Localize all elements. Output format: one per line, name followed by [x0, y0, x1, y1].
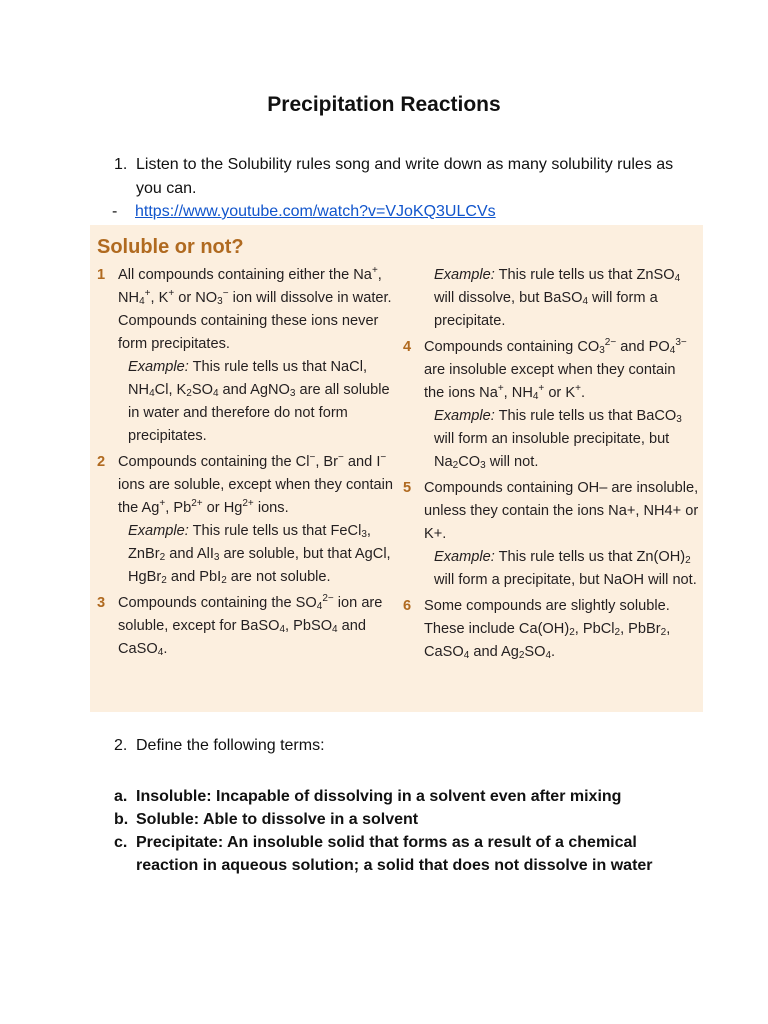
definition-item — [114, 785, 694, 808]
question-2-number: 2. — [114, 737, 128, 754]
rule-5-example: Example: This rule tells us that $Zn(OH)_2$ will form a precipitate, but NaOH will not. — [434, 549, 697, 588]
rule-number: 4 — [403, 339, 412, 355]
definition-item — [114, 808, 694, 831]
solubility-rules-panel — [90, 225, 703, 712]
rule-number: 3 — [97, 595, 106, 611]
question-1-number: 1. — [114, 156, 128, 173]
bullet-dash: - — [112, 203, 118, 220]
definitions-list — [114, 785, 694, 877]
question-1-text: Listen to the Solubility rules song and write down as many solubility rules as you can. — [136, 156, 674, 197]
rule-2-text: Compounds containing the Cl−, Br− and I− ions are soluble, except when they contain the Ag+, $Pb^{2+}$ or $Hg^{2+}$ ions. — [118, 452, 394, 516]
rules-column-right — [403, 264, 699, 664]
definition-letter: b. — [114, 811, 129, 828]
rule-6-text: Some compounds are slightly soluble. These include $Ca(OH)_2$, PbCl$_2$, PbBr$_2$, CaSO$_4$ and $Ag_2SO_4$. — [424, 598, 671, 661]
page-title: Precipitation Reactions — [267, 93, 501, 116]
definition-letter: a. — [114, 788, 128, 805]
panel-title: Soluble or not? — [97, 236, 244, 258]
rule-2 — [97, 451, 397, 589]
rule-number: 6 — [403, 598, 412, 614]
rule-5-text: Compounds containing OH– are insoluble, unless they contain the ions Na+, NH4+ or K+. — [424, 480, 699, 542]
rule-number: 5 — [403, 480, 412, 496]
definition-text: Insoluble: Incapable of dissolving in a solvent even after mixing — [136, 788, 622, 805]
rule-1 — [97, 264, 397, 448]
question-2 — [114, 737, 325, 755]
rule-1-text: All compounds containing either the Na+, $NH_4^+$, K+ or $NO_3^-$ ion will dissolve in water. Compounds containing these ions never form precipitates. — [118, 265, 392, 352]
youtube-link[interactable]: https://www.youtube.com/watch?v=VJoKQ3ULCVs — [135, 203, 496, 220]
definition-letter: c. — [114, 834, 128, 851]
rule-2-example: Example: This rule tells us that FeCl$_3$, ZnBr$_2$ and AlI$_3$ are soluble, but that AgCl, HgBr$_2$ and PbI$_2$ are not soluble. — [128, 523, 391, 586]
definition-text: Precipitate: An insoluble solid that forms as a result of a chemical reaction in aqueous solution; a solid that does not dissolve in water — [136, 834, 653, 874]
rules-column-left — [97, 264, 397, 661]
rule-number: 1 — [97, 267, 106, 283]
definition-item — [114, 831, 694, 877]
rule-3-text: Compounds containing the $SO_4^{2-}$ ion are soluble, except for BaSO$_4$, PbSO$_4$ and CaSO$_4$. — [118, 593, 383, 658]
question-1 — [114, 153, 674, 201]
rule-4 — [403, 336, 699, 474]
rule-6 — [403, 595, 699, 664]
rule-1-example: Example: This rule tells us that NaCl, $NH_4Cl$, $K_2SO_4$ and AgNO$_3$ are all soluble in water and therefore do not form precipitates. — [128, 359, 390, 444]
rule-4-text: Compounds containing $CO_3^{2-}$ and $PO_4^{3-}$ are insoluble except when they contain the ions Na+, $NH_4^+$ or K+. — [424, 337, 687, 402]
rule-number: 2 — [97, 454, 106, 470]
definition-text: Soluble: Able to dissolve in a solvent — [136, 811, 419, 828]
link-row — [112, 203, 496, 221]
question-2-text: Define the following terms: — [136, 737, 325, 754]
rule-3 — [97, 592, 397, 661]
rule-4-example: Example: This rule tells us that BaCO$_3$ will form an insoluble precipitate, but $Na_2CO_3$ will not. — [434, 408, 682, 471]
rule-3-example: Example: This rule tells us that ZnSO$_4$ will dissolve, but BaSO$_4$ will form a precipitate. — [434, 267, 681, 329]
rule-3-continued — [403, 264, 699, 333]
rule-5 — [403, 477, 699, 592]
